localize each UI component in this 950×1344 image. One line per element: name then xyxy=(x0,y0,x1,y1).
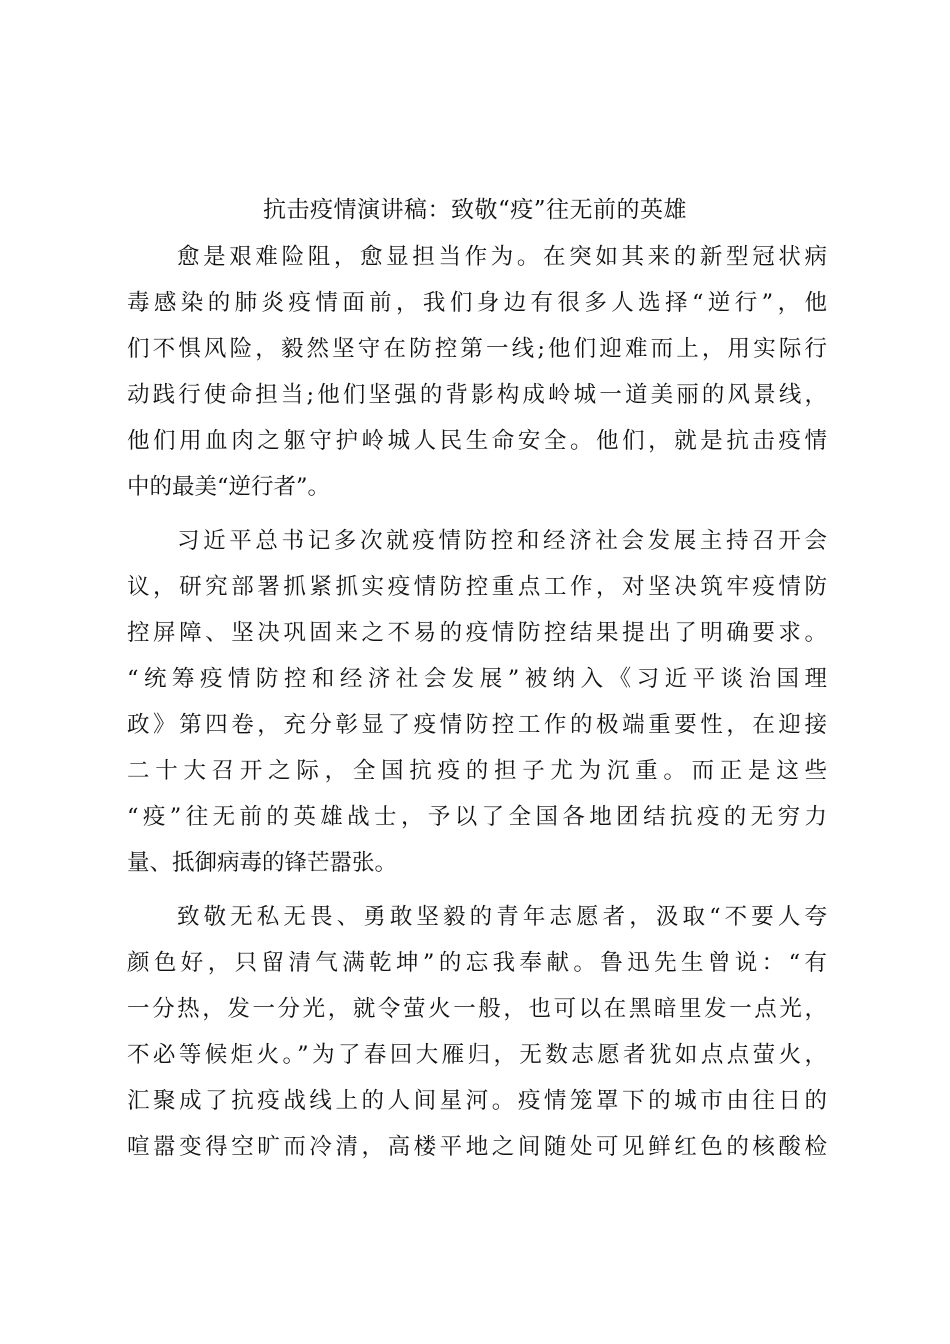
paragraph-line: 喧嚣变得空旷而冷清，高楼平地之间随处可见鲜红色的核酸检 xyxy=(127,1134,827,1160)
paragraph-line: 愈是艰难险阻，愈显担当作为。在突如其来的新型冠状病 xyxy=(177,244,827,270)
paragraph-line: 二十大召开之际，全国抗疫的担子尤为沉重。而正是这些 xyxy=(127,758,827,784)
paragraph-line: 他们用血肉之躯守护岭城人民生命安全。他们，就是抗击疫情 xyxy=(127,428,827,454)
paragraph-line: 议，研究部署抓紧抓实疫情防控重点工作，对坚决筑牢疫情防 xyxy=(127,574,827,600)
paragraph-3 xyxy=(127,894,827,1170)
paragraph-1 xyxy=(127,234,827,510)
paragraph-line: 一分热，发一分光，就令萤火一般，也可以在黑暗里发一点光， xyxy=(127,996,827,1022)
paragraph-line: 颜色好，只留清气满乾坤”的忘我奉献。鲁迅先生曾说：“有 xyxy=(127,950,827,976)
document-title: 抗击疫情演讲稿：致敬“疫”往无前的英雄 xyxy=(262,197,688,223)
paragraph-line: “疫”往无前的英雄战士，予以了全国各地团结抗疫的无穷力 xyxy=(127,804,827,830)
paragraph-gap xyxy=(127,510,827,518)
paragraph-line: 控屏障、坚决巩固来之不易的疫情防控结果提出了明确要求。 xyxy=(127,620,827,646)
paragraph-line: 动践行使命担当;他们坚强的背影构成岭城一道美丽的风景线， xyxy=(127,382,827,408)
paragraph-line: 量、抵御病毒的锋芒嚣张。 xyxy=(127,850,398,876)
paragraph-line: 中的最美“逆行者”。 xyxy=(127,474,331,500)
paragraph-line: 毒感染的肺炎疫情面前，我们身边有很多人选择“逆行”，他 xyxy=(127,290,827,316)
document-body xyxy=(127,234,827,1170)
paragraph-line: 政》第四卷，充分彰显了疫情防控工作的极端重要性，在迎接 xyxy=(127,712,827,738)
paragraph-line: 汇聚成了抗疫战线上的人间星河。疫情笼罩下的城市由往日的 xyxy=(127,1088,827,1114)
paragraph-line: “统筹疫情防控和经济社会发展”被纳入《习近平谈治国理 xyxy=(127,666,827,692)
paragraph-gap xyxy=(127,886,827,894)
paragraph-line: 不必等候炬火。”为了春回大雁归，无数志愿者犹如点点萤火， xyxy=(127,1042,827,1068)
paragraph-line: 们不惧风险，毅然坚守在防控第一线;他们迎难而上，用实际行 xyxy=(127,336,827,362)
paragraph-2 xyxy=(127,518,827,886)
paragraph-line: 致敬无私无畏、勇敢坚毅的青年志愿者，汲取“不要人夸 xyxy=(177,904,827,930)
paragraph-line: 习近平总书记多次就疫情防控和经济社会发展主持召开会 xyxy=(177,528,827,554)
